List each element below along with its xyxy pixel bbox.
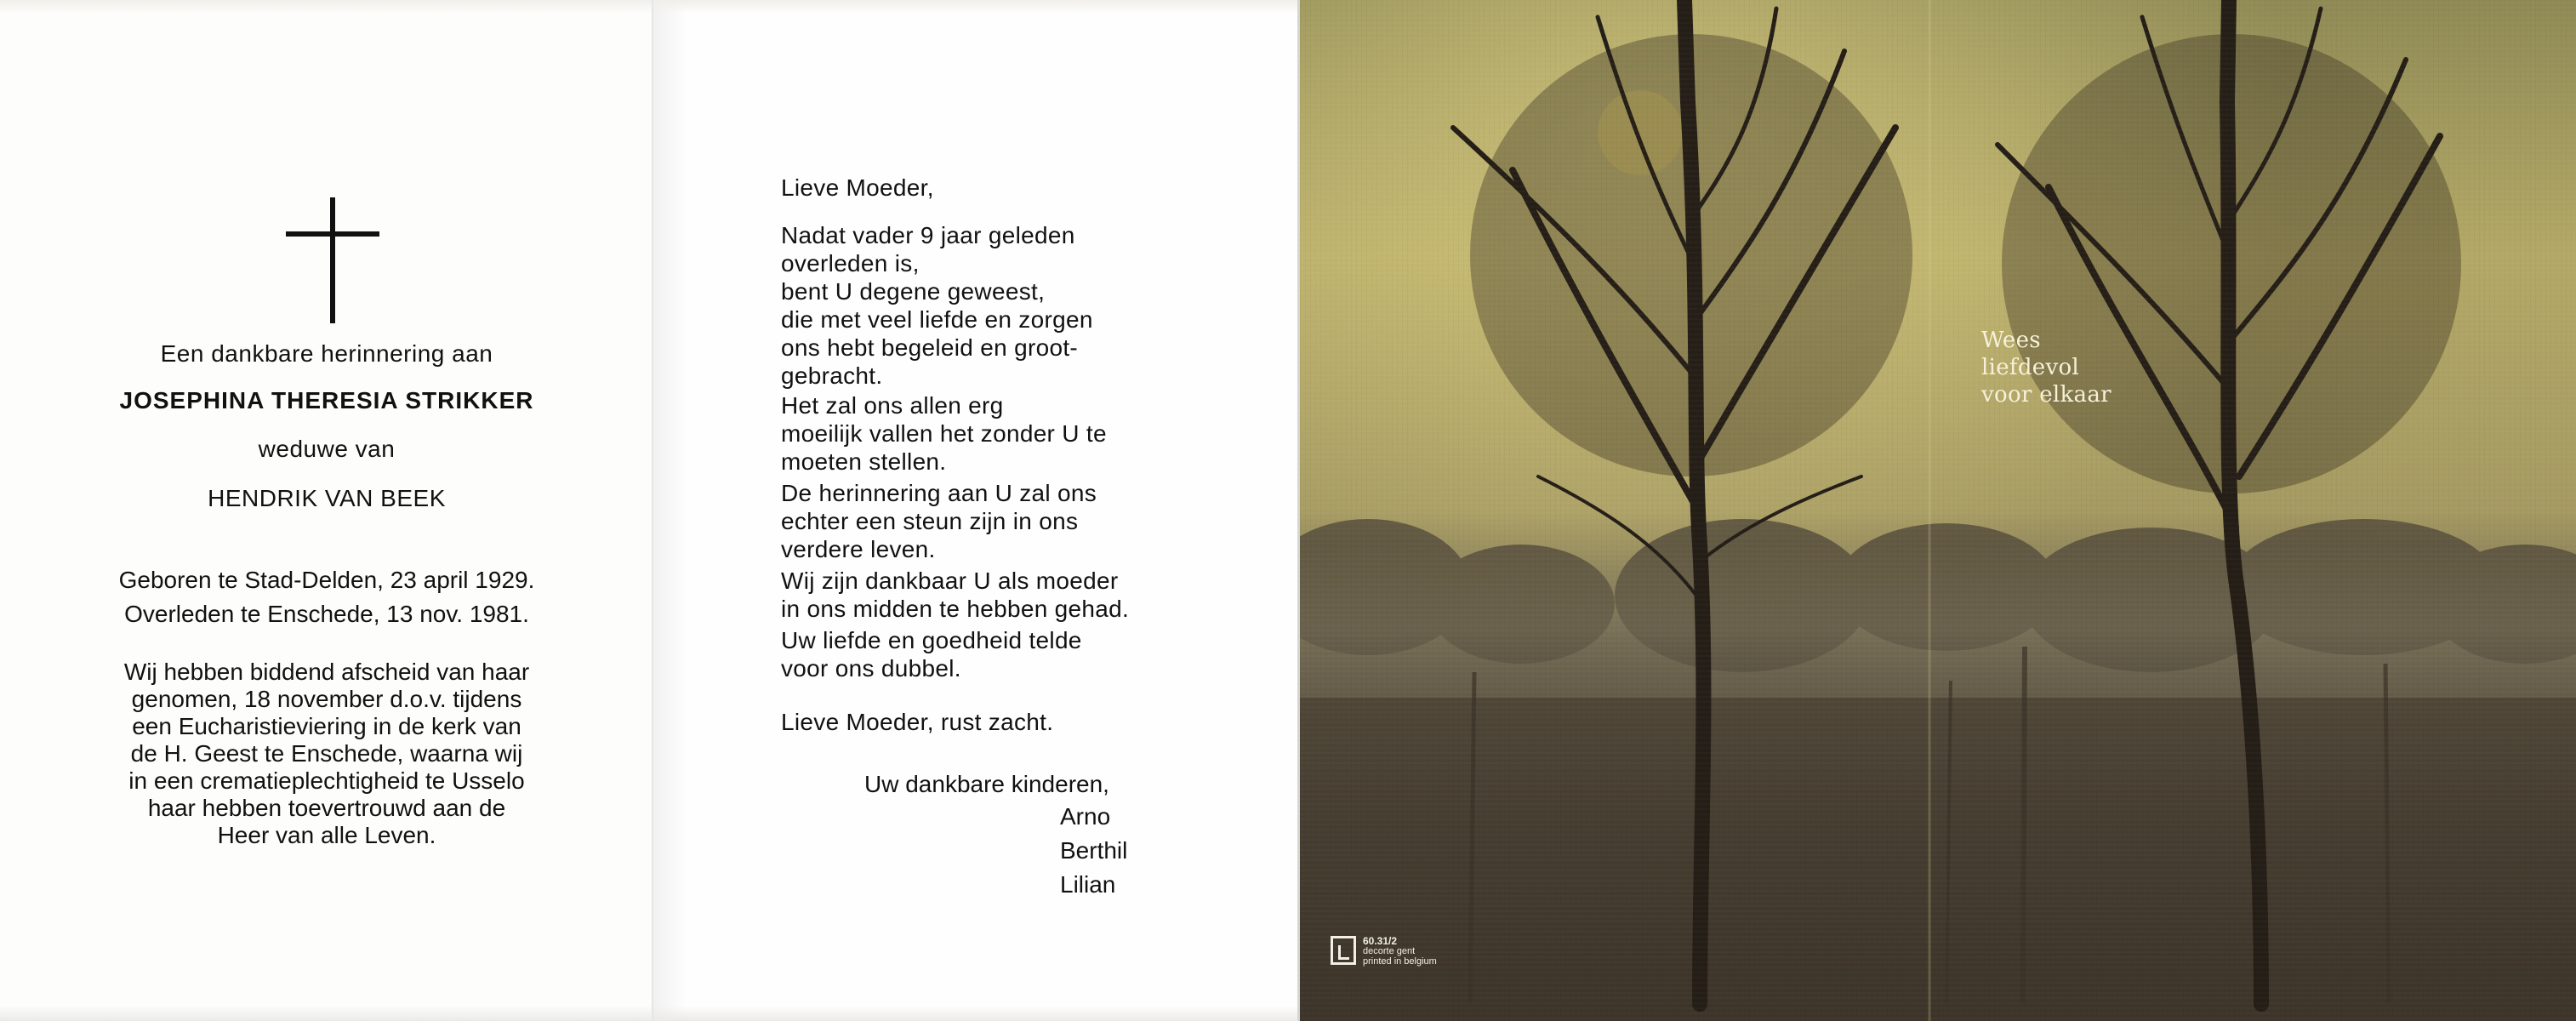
death-line: Overleden te Enschede, 13 nov. 1981. [124, 601, 529, 627]
farewell-line: de H. Geest te Enschede, waarna wij [130, 740, 523, 767]
card-bottom-edge [653, 1006, 1297, 1021]
farewell-line: Heer van alle Leven. [217, 822, 436, 848]
letter-line: verdere leven. [781, 536, 936, 562]
letter-line: Het zal ons allen erg [781, 392, 1004, 419]
left-card [0, 0, 653, 1021]
caption-line: Wees [1981, 328, 2041, 353]
letter-line: in ons midden te hebben gehad. [781, 596, 1130, 622]
letter-line: voor ons dubbel. [781, 655, 961, 682]
middle-card [653, 0, 1300, 1021]
publisher-note: printed in belgium [1363, 956, 1437, 967]
caption-line: voor elkaar [1981, 382, 2112, 408]
memorial-intro: Een dankbare herinnering aan [160, 340, 493, 367]
letter-line: Nadat vader 9 jaar geleden [781, 222, 1075, 248]
letter-line: ons hebt begeleid en groot- [781, 334, 1079, 361]
publisher-logo-icon [1331, 936, 1356, 965]
letter-line: moeten stellen. [781, 448, 947, 475]
greeting: Lieve Moeder, [781, 174, 934, 201]
publisher-text [1363, 936, 1437, 967]
letter-paragraph [781, 221, 1257, 390]
card-bottom-edge [0, 1006, 652, 1021]
publisher-name: decorte gent [1363, 946, 1416, 956]
card-top-edge [0, 0, 652, 14]
letter-line: gebracht. [781, 362, 883, 389]
photo-card [1300, 0, 2576, 1021]
child-name: Arno [1060, 803, 1111, 830]
letter-line: Wij zijn dankbaar U als moeder [781, 568, 1119, 594]
signature-line: Uw dankbare kinderen, [864, 771, 1109, 797]
letter-paragraph [781, 391, 1257, 476]
cross-icon [286, 197, 379, 323]
letter-line: moeilijk vallen het zonder U te [781, 420, 1107, 447]
farewell-line: Wij hebben biddend afscheid van haar [123, 659, 530, 685]
photo-caption [1981, 327, 2112, 408]
farewell-line: een Eucharistieviering in de kerk van [132, 713, 521, 739]
caption-line: liefdevol [1981, 355, 2080, 380]
child-name: Lilian [1060, 871, 1116, 898]
letter-line: overleden is, [781, 250, 920, 277]
letter-line: Uw liefde en goedheid telde [781, 627, 1082, 653]
relation-text: weduwe van [258, 436, 396, 462]
letter-line: De herinnering aan U zal ons [781, 480, 1097, 506]
letter-paragraph [781, 626, 1257, 682]
letter-paragraph [781, 479, 1257, 563]
spouse-name: HENDRIK VAN BEEK [208, 485, 446, 511]
farewell-line: haar hebben toevertrouwd aan de [147, 795, 506, 821]
publisher-code: 60.31/2 [1363, 935, 1398, 947]
letter-line: die met veel liefde en zorgen [781, 306, 1093, 333]
letter-line: bent U degene geweest, [781, 278, 1046, 305]
closing-line: Lieve Moeder, rust zacht. [781, 709, 1054, 735]
landscape-photo [1300, 0, 2576, 1021]
birth-line: Geboren te Stad-Delden, 23 april 1929. [118, 567, 535, 593]
farewell-line: genomen, 18 november d.o.v. tijdens [131, 686, 522, 712]
deceased-name: JOSEPHINA THERESIA STRIKKER [119, 387, 534, 414]
child-name: Berthil [1060, 837, 1128, 864]
letter-line: echter een steun zijn in ons [781, 508, 1079, 534]
letter-paragraph [781, 567, 1257, 623]
fold-shadow [653, 0, 687, 1021]
card-top-edge [653, 0, 1297, 14]
farewell-text [51, 659, 602, 849]
farewell-line: in een crematieplechtigheid te Usselo [128, 767, 525, 794]
